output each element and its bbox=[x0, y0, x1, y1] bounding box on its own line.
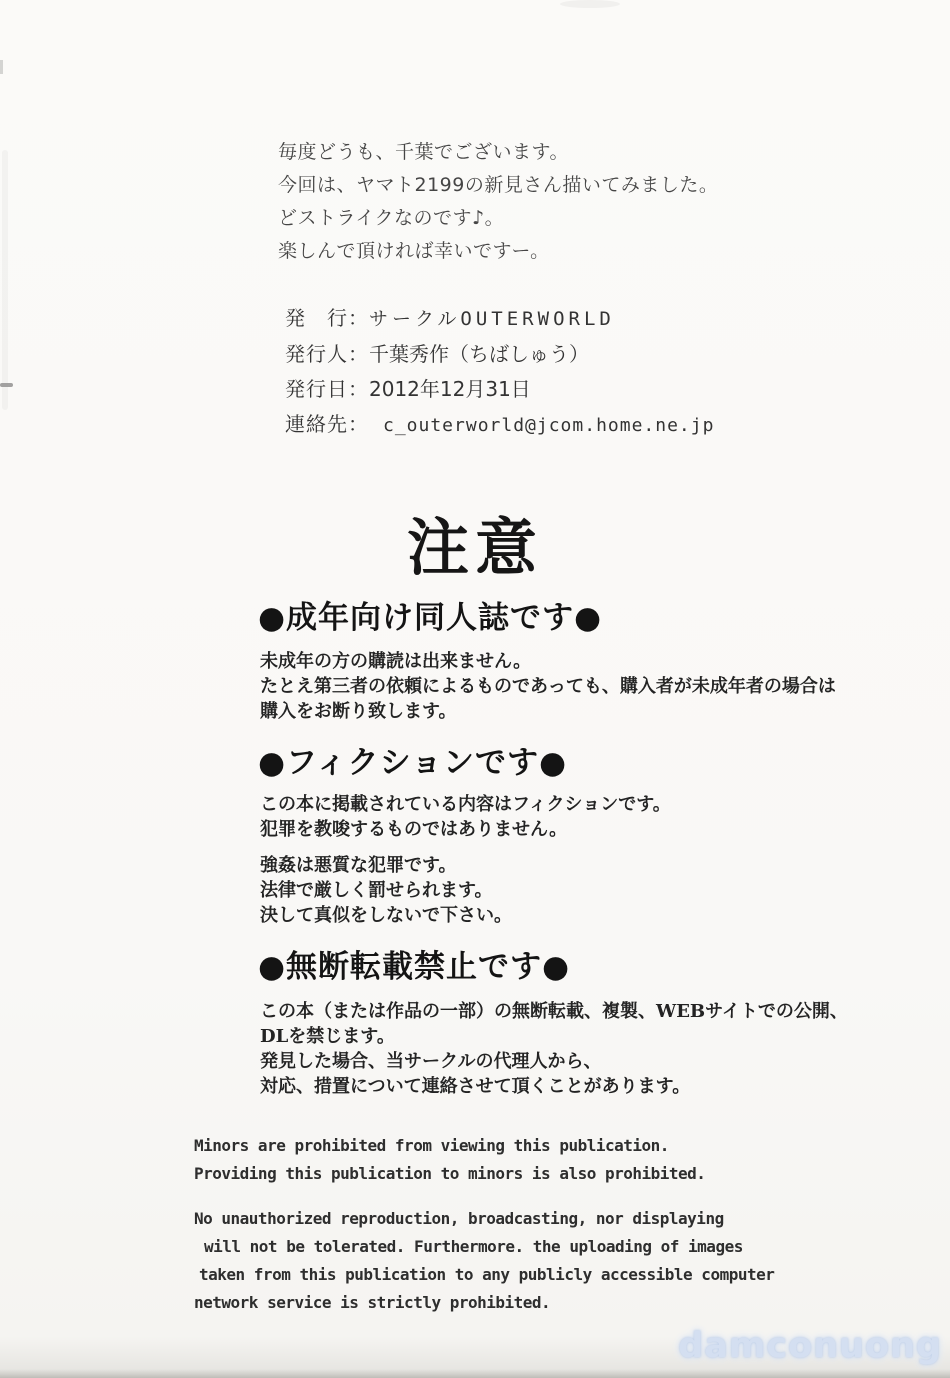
body-line: この本に掲載されている内容はフィクションです。 bbox=[260, 794, 671, 815]
colophon-row-publisher bbox=[285, 301, 714, 337]
body-line: 対応、措置について連絡させて頂くことがあります。 bbox=[260, 1076, 691, 1097]
colophon-value: 2012年12月31日 bbox=[369, 377, 531, 401]
english-line: will not be tolerated. Furthermore. the uploading of images bbox=[204, 1237, 743, 1256]
english-line: taken from this publication to any publicly accessible computer bbox=[199, 1265, 775, 1284]
section-heading-no-reproduction: ●無断転載禁止です● bbox=[258, 949, 571, 985]
colophon-row-date bbox=[285, 372, 714, 407]
english-line: network service is strictly prohibited. bbox=[194, 1293, 551, 1312]
greeting-line: 楽しんで頂ければ幸いですー。 bbox=[278, 240, 550, 262]
greeting-line: どストライクなのです♪。 bbox=[278, 207, 505, 229]
colophon-label: 発行人： bbox=[285, 342, 369, 366]
scan-artifact-left-smudge bbox=[2, 150, 8, 410]
colophon-row-author bbox=[285, 337, 714, 372]
body-line: 未成年の方の購読は出来ません。 bbox=[260, 651, 532, 672]
section-body-fiction-2 bbox=[260, 853, 512, 928]
english-notice-minors bbox=[194, 1132, 705, 1188]
body-line: 強姦は悪質な犯罪です。 bbox=[260, 855, 457, 876]
greeting-line: 毎度どうも、千葉でございます。 bbox=[278, 141, 569, 163]
colophon-value: サークルOUTERWORLD bbox=[369, 308, 615, 330]
colophon-value: 千葉秀作（ちばしゅう） bbox=[369, 342, 589, 366]
english-line: Minors are prohibited from viewing this publication. bbox=[194, 1136, 669, 1155]
english-line: No unauthorized reproduction, broadcasting, nor displaying bbox=[194, 1209, 724, 1228]
section-heading-adults-only: ●成年向け同人誌です● bbox=[258, 600, 603, 636]
section-body-no-reproduction bbox=[260, 999, 848, 1099]
colophon-block bbox=[285, 301, 714, 443]
body-line: DLを禁じます。 bbox=[260, 1026, 395, 1047]
scan-artifact-left-tick bbox=[0, 60, 3, 74]
section-heading-fiction: ●フィクションです● bbox=[258, 745, 567, 781]
body-line: 購入をお断り致します。 bbox=[260, 701, 457, 722]
site-watermark: damconuong bbox=[678, 1326, 942, 1366]
section-body-adults-only bbox=[260, 649, 836, 724]
scan-artifact-top-smudge bbox=[560, 0, 620, 8]
section-body-fiction-1 bbox=[260, 792, 671, 842]
notice-title: 注意 bbox=[406, 511, 543, 584]
colophon-row-contact bbox=[285, 407, 714, 443]
body-line: 決して真似をしないで下さい。 bbox=[260, 905, 512, 926]
scan-edge-bottom bbox=[0, 1369, 950, 1378]
colophon-label: 発行日： bbox=[285, 377, 369, 401]
body-line: この本（または作品の一部）の無断転載、複製、WEBサイトでの公開、 bbox=[260, 1001, 848, 1022]
english-line: Providing this publication to minors is also prohibited. bbox=[194, 1164, 706, 1183]
greeting-line: 今回は、ヤマト2199の新見さん描いてみました。 bbox=[278, 174, 719, 196]
colophon-email: c_outerworld@jcom.home.ne.jp bbox=[383, 415, 715, 436]
body-line: 法律で厳しく罰せられます。 bbox=[260, 880, 493, 901]
english-notice-reproduction bbox=[194, 1205, 774, 1317]
body-line: 犯罪を教唆するものではありません。 bbox=[260, 819, 568, 840]
colophon-label: 連絡先： bbox=[285, 412, 369, 436]
colophon-label: 発 行： bbox=[285, 306, 369, 330]
body-line: 発見した場合、当サークルの代理人から、 bbox=[260, 1051, 602, 1072]
afterword-greeting bbox=[278, 136, 718, 268]
body-line: たとえ第三者の依頼によるものであっても、購入者が未成年者の場合は bbox=[260, 676, 836, 697]
